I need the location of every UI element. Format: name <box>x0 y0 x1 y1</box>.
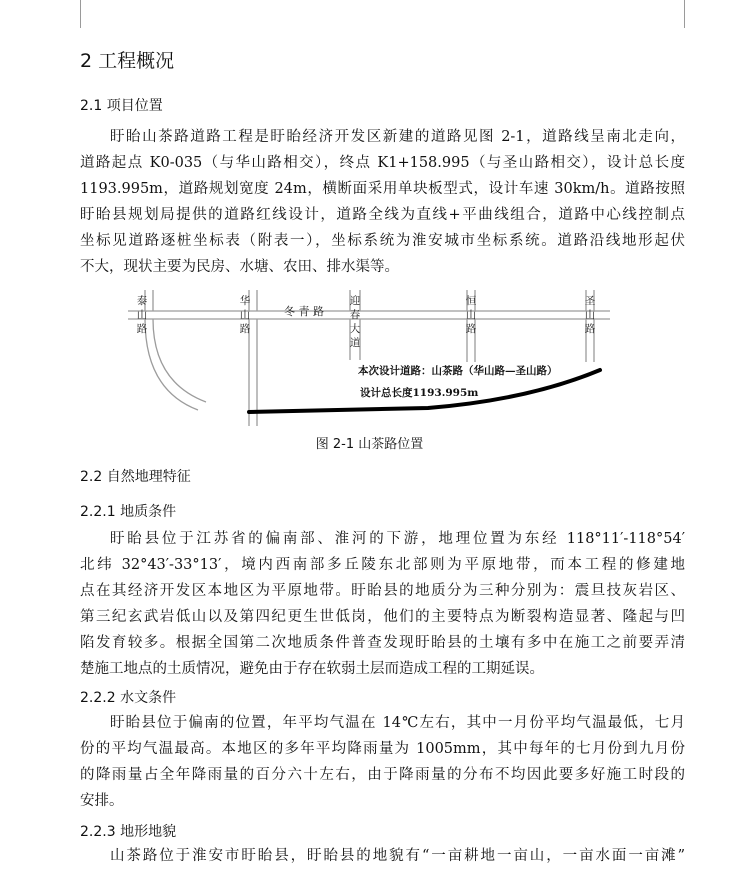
text-line: 点在其经济开发区本地区为平原地带。盱眙县的地质分为三种分别为：震旦技灰岩区、 <box>80 583 685 599</box>
text-line: 盱眙山茶路道路工程是盱眙经济开发区新建的道路见图 2-1，道路线呈南北走向， <box>110 129 685 145</box>
text-line: 道路起点 K0-035（与华山路相交），终点 K1+158.995（与圣山路相交），设计总长度 <box>80 155 685 171</box>
heading-2-2-2: 2.2.2 水文条件 <box>80 690 177 706</box>
text-line: 盱眙县位于江苏省的偏南部、淮河的下游，地理位置为东经 118°11′-118°54′ <box>110 531 685 547</box>
paragraph-geology <box>80 526 685 682</box>
text-line: 份的平均气温最高。本地区的多年平均降雨量为 1005mm，其中每年的七月份到九月份 <box>80 741 685 757</box>
road-label-yingchun: 迎春大道 <box>349 295 361 349</box>
paragraph-hydrology <box>80 710 685 814</box>
text-line: 坐标见道路逐桩坐标表（附表一），坐标系统为淮安城市坐标系统。道路沿线地形起伏 <box>80 233 685 249</box>
text-line: 陷发育较多。根据全国第二次地质条件普查发现盱眙县的土壤有多中在施工之前要弄清 <box>80 635 685 651</box>
crop-mark-left <box>80 0 81 28</box>
road-label-dongqing: 冬 青 路 <box>284 305 324 318</box>
text-line: 楚施工地点的土质情况，避免由于存在软弱土层而造成工程的工期延误。 <box>80 661 544 677</box>
road-label-hengshan: 恒山路 <box>465 295 477 335</box>
text-line: 第三纪玄武岩低山以及第四纪更生世低岗，他们的主要特点为断裂构造显著、隆起与凹 <box>80 609 685 625</box>
design-length-note: 设计总长度1193.995m <box>360 387 479 399</box>
text-line: 盱眙县规划局提供的道路红线设计，道路全线为直线+平曲线组合，道路中心线控制点 <box>80 207 685 223</box>
paragraph-project-location <box>80 124 685 280</box>
paragraph-topography <box>80 843 685 869</box>
road-label-shengshan: 圣山路 <box>584 295 596 335</box>
heading-2-1: 2.1 项目位置 <box>80 98 163 114</box>
section-title: 2 工程概况 <box>80 50 175 72</box>
text-line: 不大，现状主要为民房、水塘、农田、排水渠等。 <box>80 259 399 275</box>
text-line: 山茶路位于淮安市盱眙县，盱眙县的地貌有“一亩耕地一亩山，一亩水面一亩滩” <box>110 848 685 864</box>
road-label-huashan: 华山路 <box>239 295 251 335</box>
text-line: 盱眙县位于偏南的位置，年平均气温在 14℃左右，其中一月份平均气温最低，七月 <box>110 715 685 731</box>
heading-2-2-1: 2.2.1 地质条件 <box>80 504 177 520</box>
location-map <box>128 290 610 426</box>
figure-caption: 图 2-1 山茶路位置 <box>315 437 424 452</box>
heading-2-2-3: 2.2.3 地形地貌 <box>80 824 177 840</box>
text-line: 安排。 <box>80 793 124 809</box>
text-line: 北纬 32°43′-33°13′，境内西南部多丘陵东北部则为平原地带，而本工程的修建地 <box>80 557 685 573</box>
design-road-note: 本次设计道路：山茶路（华山路—圣山路） <box>358 365 558 377</box>
crop-mark-right <box>684 0 685 28</box>
road-label-taishan: 泰山路 <box>136 295 148 335</box>
heading-2-2: 2.2 自然地理特征 <box>80 469 191 485</box>
text-line: 1193.995m，道路规划宽度 24m，横断面采用单块板型式，设计车速 30km/h。道路按照 <box>80 181 685 197</box>
text-line: 的降雨量占全年降雨量的百分六十左右，由于降雨量的分布不均因此要多好施工时段的 <box>80 767 685 783</box>
